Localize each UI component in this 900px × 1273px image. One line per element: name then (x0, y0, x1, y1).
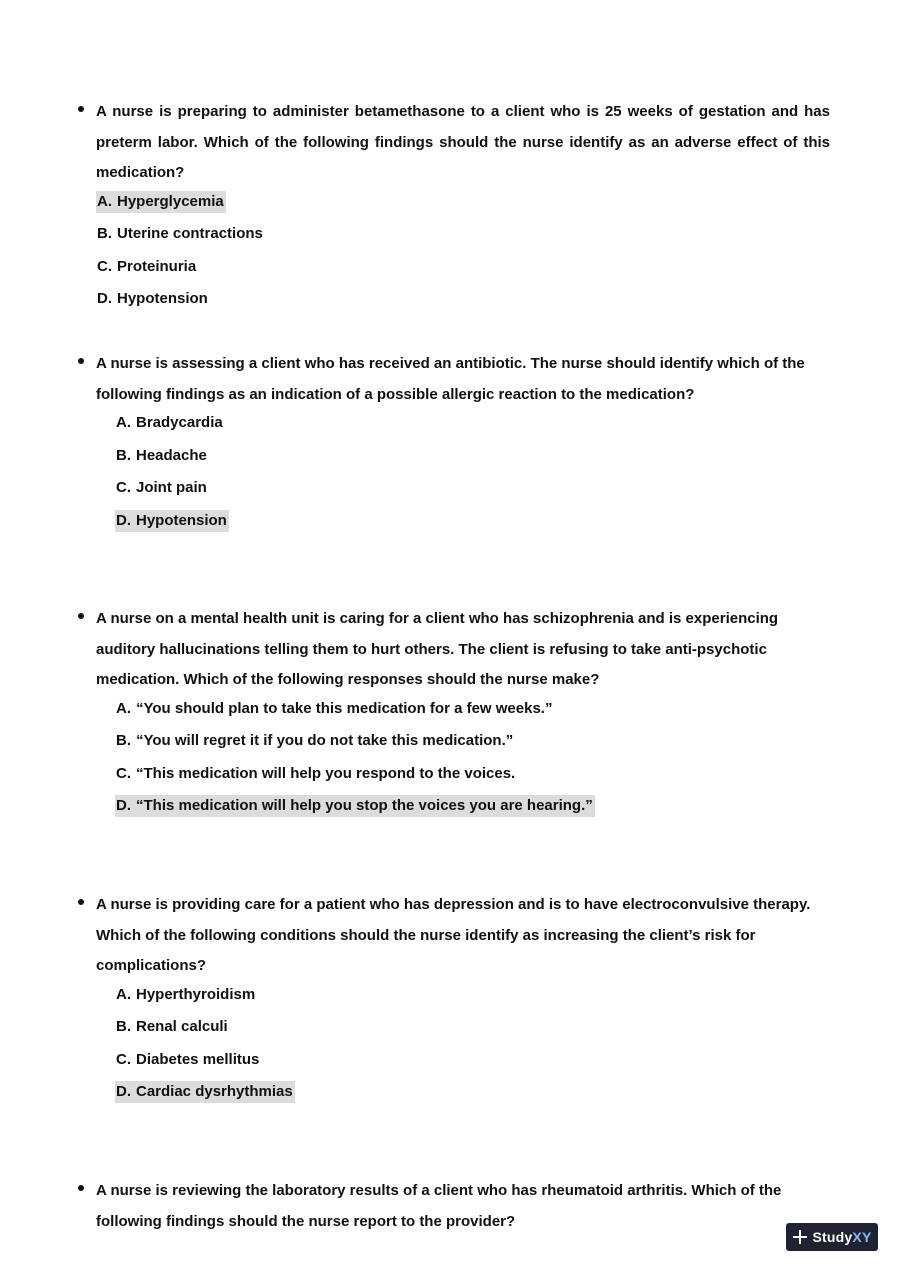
question-5 (78, 1176, 830, 1237)
question-stem: A nurse is assessing a client who has received an antibiotic. The nurse should identify which of the following findings as an indication of a possible allergic reaction to the medication? (96, 355, 805, 403)
option-d (115, 510, 830, 543)
correct-answer-highlight: D. “This medication will help you stop the voices you are hearing.” (115, 795, 595, 817)
question-4 (78, 890, 830, 1114)
bullet-icon (78, 899, 84, 905)
question-stem: A nurse is reviewing the laboratory results of a client who has rheumatoid arthritis. Which of the following findings should the nurse report to the provider? (96, 1182, 782, 1230)
option-b: B. “You will regret it if you do not take this medication.” (116, 732, 514, 749)
answer-options (115, 412, 830, 542)
badge-brand: StudyXY (812, 1229, 872, 1245)
question-1 (78, 97, 830, 321)
correct-answer-highlight: A. Hyperglycemia (96, 191, 226, 213)
plus-icon (793, 1230, 807, 1244)
option-a (96, 191, 830, 224)
option-d (115, 795, 830, 828)
question-stem: A nurse is preparing to administer betamethasone to a client who is 25 weeks of gestation and has preterm labor. Which of the following findings should the nurse identify as an adverse effect of this medication? (96, 103, 830, 181)
bullet-icon (78, 358, 84, 364)
studyxy-badge[interactable] (786, 1223, 878, 1251)
option-d (115, 1081, 830, 1114)
question-stem: A nurse on a mental health unit is caring for a client who has schizophrenia and is experiencing auditory hallucinations telling them to hurt others. The client is refusing to take anti-psychotic medication. Which of the following responses should the nurse make? (96, 610, 779, 688)
question-stem: A nurse is providing care for a patient who has depression and is to have electroconvulsive therapy. Which of the following conditions should the nurse identify as increasing the client’s risk for complications? (96, 896, 811, 974)
bullet-icon (78, 613, 84, 619)
option-c: C. Diabetes mellitus (116, 1050, 260, 1068)
correct-answer-highlight: D. Hypotension (115, 510, 229, 532)
answer-options (96, 191, 830, 321)
option-a: A. Hyperthyroidism (116, 985, 256, 1003)
option-a: A. “You should plan to take this medication for a few weeks.” (116, 699, 553, 717)
option-c: C. “This medication will help you respond to the voices. (116, 764, 516, 782)
question-3 (78, 604, 830, 828)
option-b: B. Headache (116, 446, 207, 464)
option-c: C. Joint pain (116, 479, 207, 496)
correct-answer-highlight: D. Cardiac dysrhythmias (115, 1081, 295, 1103)
option-b: B. Uterine contractions (97, 225, 263, 242)
option-b: B. Renal calculi (116, 1018, 228, 1035)
answer-options (115, 698, 830, 828)
option-a: A. Bradycardia (116, 414, 223, 431)
option-d: D. Hypotension (97, 290, 208, 307)
question-2 (78, 349, 830, 542)
answer-options (115, 984, 830, 1114)
bullet-icon (78, 1185, 84, 1191)
bullet-icon (78, 106, 84, 112)
option-c: C. Proteinuria (97, 257, 197, 275)
